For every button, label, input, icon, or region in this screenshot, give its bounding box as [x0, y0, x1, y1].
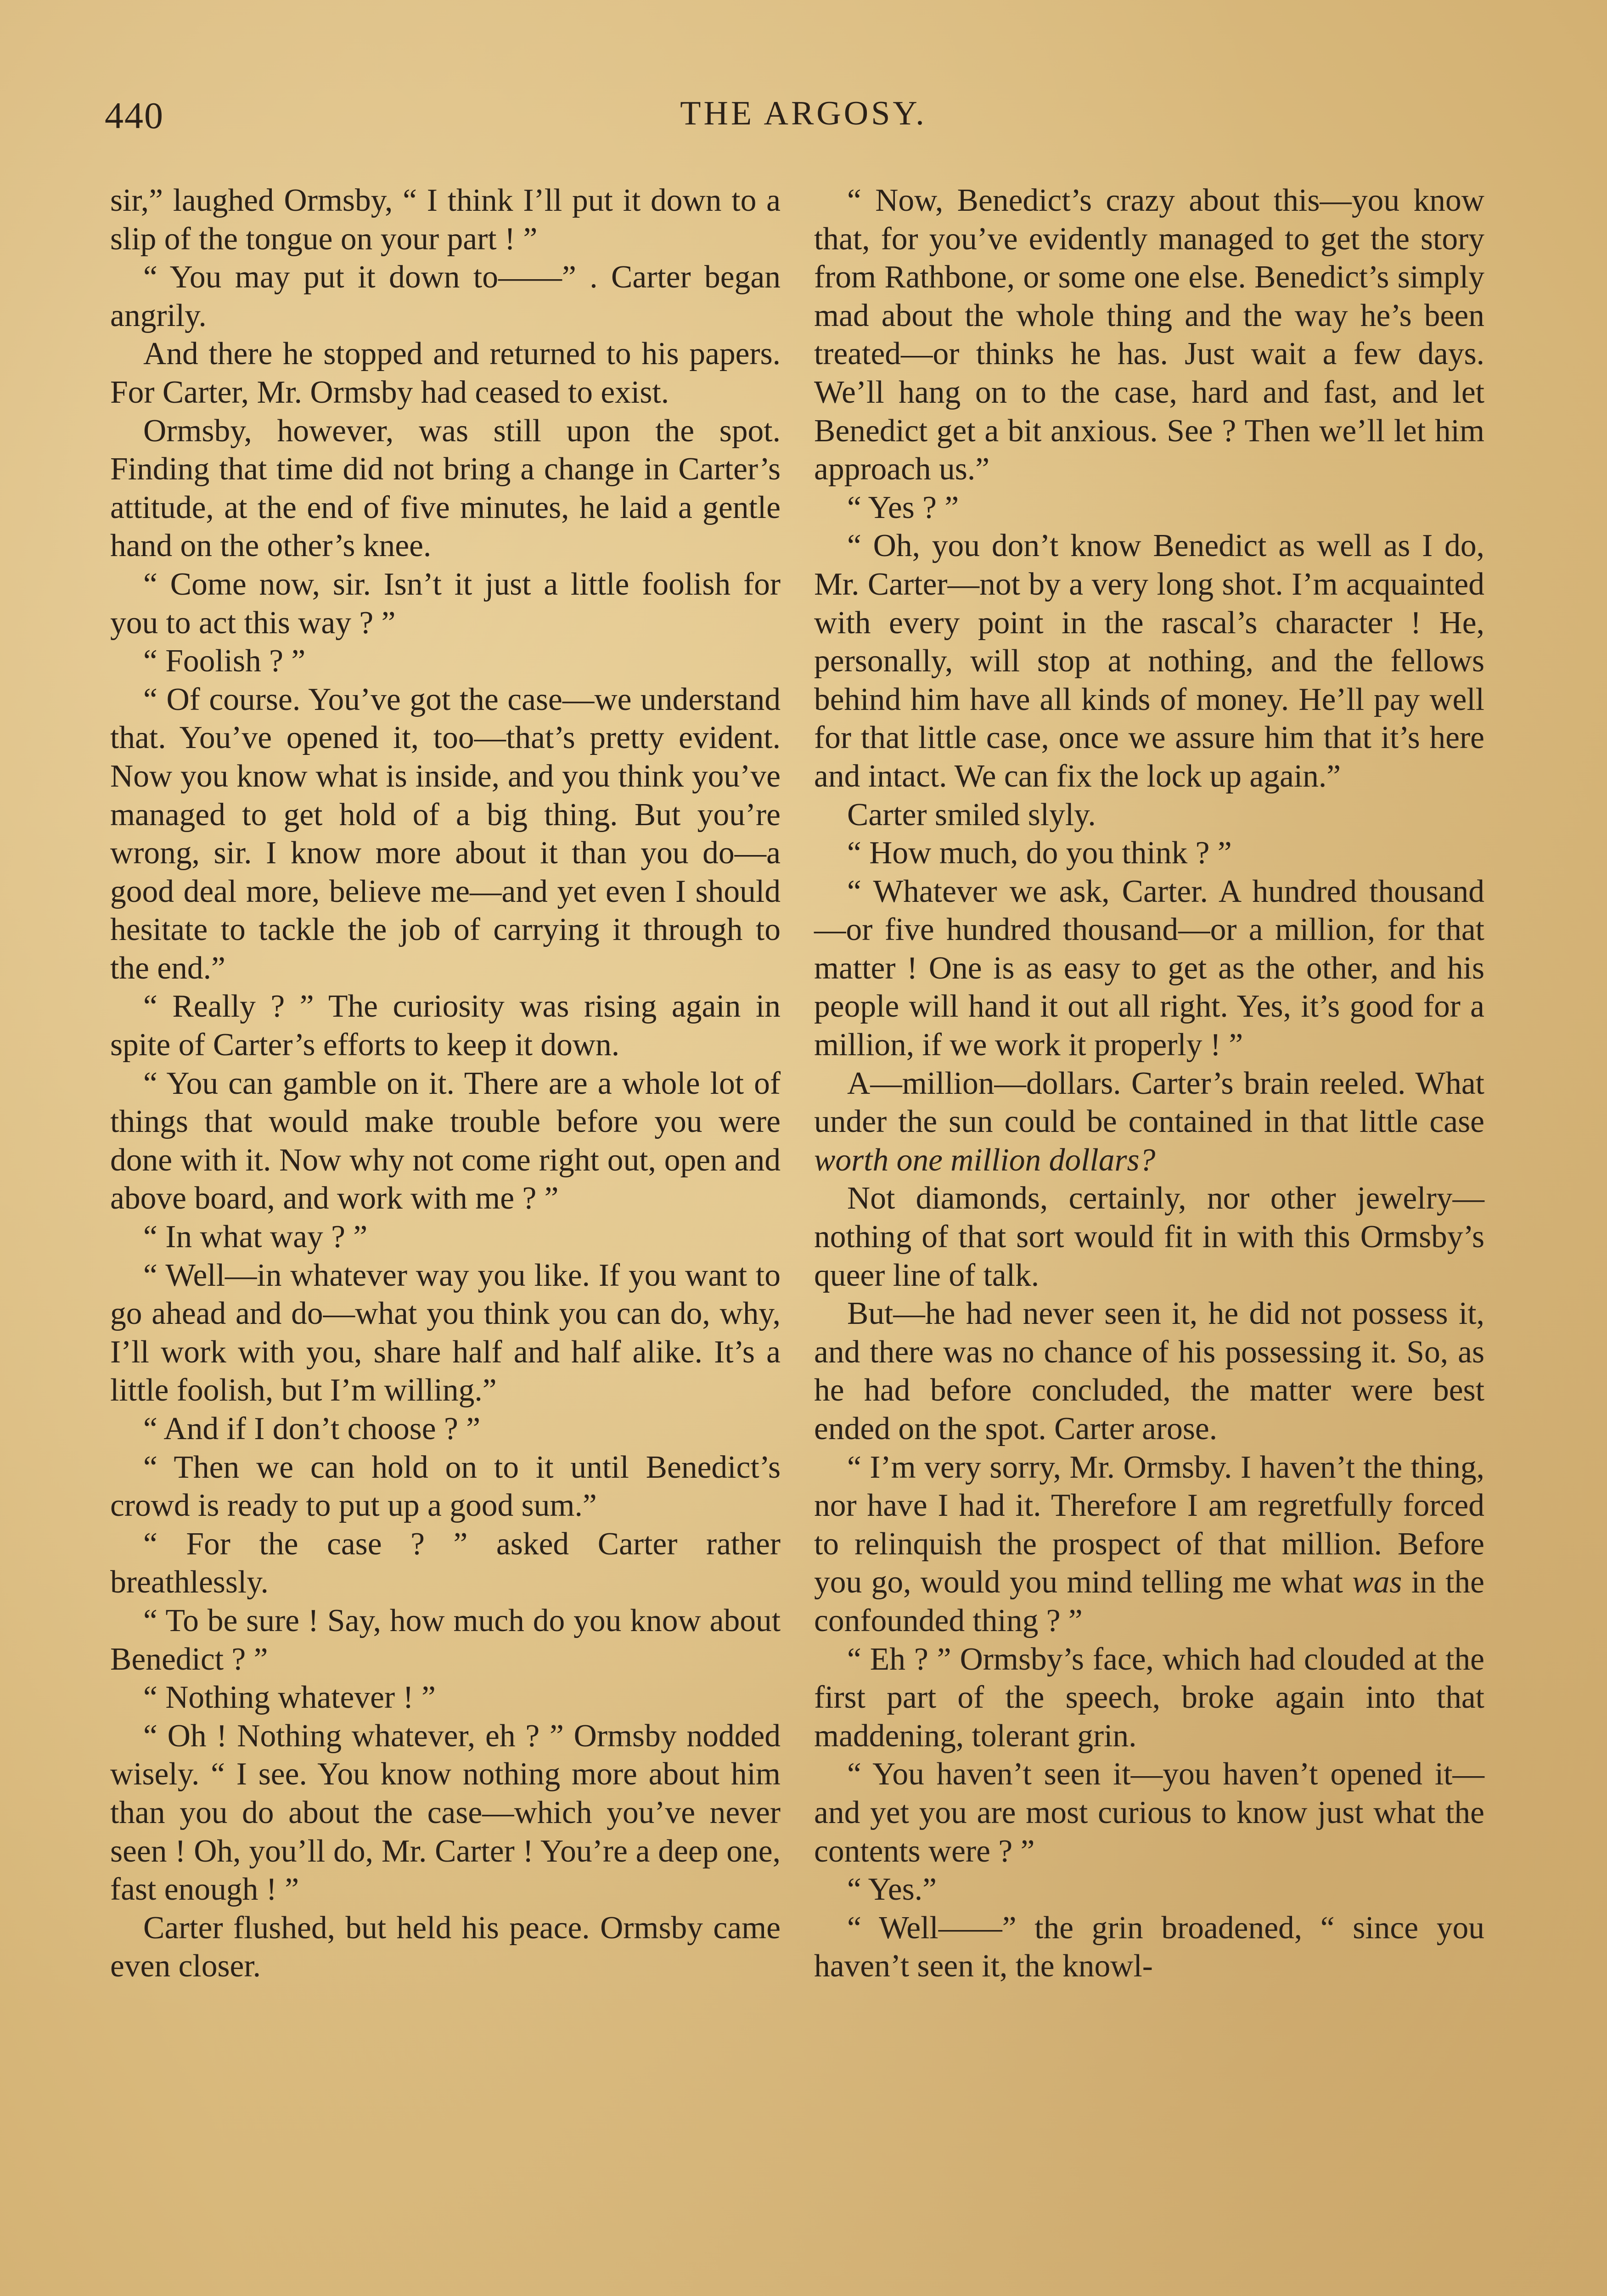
paragraph: “ You may put it down to——” . Carter began angrily. [110, 259, 781, 333]
paragraph: “ Well——” the grin broadened, “ since you haven’t seen it, the knowl- [814, 1910, 1484, 1984]
paragraph: “ You can gamble on it. There are a whole lot of things that would make trouble before you were done with it. Now why not come right out, open and above board, and work with me ? ” [110, 1065, 781, 1216]
running-head: THE ARGOSY. [680, 95, 927, 132]
paragraph-text: in the confounded thing ? ” [814, 1564, 1484, 1638]
left-column [110, 181, 781, 1986]
paragraph: “ Whatever we ask, Carter. A hundred thousand—or five hundred thousand—or a million, for that matter ! One is as easy to get as the other, and his people will hand it out all right. Yes, it’s good for a million, if we work it properly ! ” [814, 873, 1484, 1063]
italic-emphasis: worth one million dollars? [814, 1142, 1156, 1178]
paragraph: “ Of course. You’ve got the case—we understand that. You’ve opened it, too—that’s pretty evident. Now you know what is inside, and you think you’ve managed to get hold of a big thing. But you’re wrong, sir. I know more about it than you do—a good deal more, believe me—and yet even I should hesitate to tackle the job of carrying it through to the end.” [110, 681, 781, 986]
page-number: 440 [105, 95, 164, 136]
paragraph: Ormsby, however, was still upon the spot. Finding that time did not bring a change in Carter’s attitude, at the end of five minutes, he laid a gentle hand on the other’s knee. [110, 413, 781, 564]
paragraph: Not diamonds, certainly, nor other jewelry—nothing of that sort would fit in with this Ormsby’s queer line of talk. [814, 1181, 1484, 1293]
paragraph: But—he had never seen it, he did not possess it, and there was no chance of his possessing it. So, as he had before concluded, the matter were best ended on the spot. Carter arose. [814, 1296, 1484, 1446]
paragraph-text: “ I’m very sorry, Mr. Ormsby. I haven’t the thing, nor have I had it. Therefore I am regretfully forced to relinquish the prospect of that million. Before you go, would you mind telling me what [814, 1449, 1484, 1600]
paragraph: “ And if I don’t choose ? ” [143, 1411, 481, 1446]
paragraph [814, 1448, 1484, 1640]
paragraph: “ Well—in whatever way you like. If you want to go ahead and do—what you think you can do, why, I’ll work with you, share half and half alike. It’s a little foolish, but I’m willing.” [110, 1257, 781, 1408]
paragraph: “ How much, do you think ? ” [847, 835, 1232, 871]
paragraph: “ Eh ? ” Ormsby’s face, which had clouded at the first part of the speech, broke again into that maddening, tolerant grin. [814, 1641, 1484, 1754]
paragraph: “ You haven’t seen it—you haven’t opened it—and yet you are most curious to know just what the contents were ? ” [814, 1756, 1484, 1869]
paragraph: “ Come now, sir. Isn’t it just a little foolish for you to act this way ? ” [110, 566, 781, 641]
paragraph: “ Then we can hold on to it until Benedict’s crowd is ready to put up a good sum.” [110, 1449, 781, 1524]
paragraph: sir,” laughed Ormsby, “ I think I’ll put it down to a slip of the tongue on your part ! ” [110, 183, 781, 257]
paragraph: “ To be sure ! Say, how much do you know about Benedict ? ” [110, 1603, 781, 1677]
paragraph: “ Oh, you don’t know Benedict as well as I do, Mr. Carter—not by a very long shot. I’m acquainted with every point in the rascal’s character ! He, personally, will stop at nothing, and the fellows behind him have all kinds of money. He’ll pay well for that little case, once we assure him that it’s here and intact. We can fix the lock up again.” [814, 528, 1484, 794]
paragraph-text: A—million—dollars. Carter’s brain reeled. What under the sun could be contained in that little case [814, 1065, 1484, 1140]
paragraph: Carter flushed, but held his peace. Ormsby came even closer. [110, 1910, 781, 1984]
italic-emphasis: was [1352, 1564, 1402, 1600]
paragraph [814, 1064, 1484, 1180]
paragraph: Carter smiled slyly. [847, 797, 1096, 833]
paragraph: “ Oh ! Nothing whatever, eh ? ” Ormsby nodded wisely. “ I see. You know nothing more about him than you do about the case—which you’ve never seen ! Oh, you’ll do, Mr. Carter ! You’re a deep one, fast enough ! ” [110, 1718, 781, 1908]
paragraph: “ In what way ? ” [143, 1219, 368, 1255]
paragraph: “ Yes.” [847, 1872, 937, 1908]
paragraph: And there he stopped and returned to his papers. For Carter, Mr. Ormsby had ceased to exist. [110, 336, 781, 410]
paragraph: “ Yes ? ” [847, 490, 959, 525]
paragraph: “ Nothing whatever ! ” [143, 1680, 436, 1716]
paragraph: “ Foolish ? ” [143, 643, 306, 679]
paragraph: “ Really ? ” The curiosity was rising again in spite of Carter’s efforts to keep it down. [110, 989, 781, 1063]
right-column [814, 181, 1484, 1986]
paragraph: “ For the case ? ” asked Carter rather breathlessly. [110, 1526, 781, 1600]
paragraph: “ Now, Benedict’s crazy about this—you know that, for you’ve evidently managed to get the story from Rathbone, or some one else. Benedict’s simply mad about the whole thing and the way he’s been treated—or thinks he has. Just wait a few days. We’ll hang on to the case, hard and fast, and let Benedict get a bit anxious. See ? Then we’ll let him approach us.” [814, 183, 1484, 487]
